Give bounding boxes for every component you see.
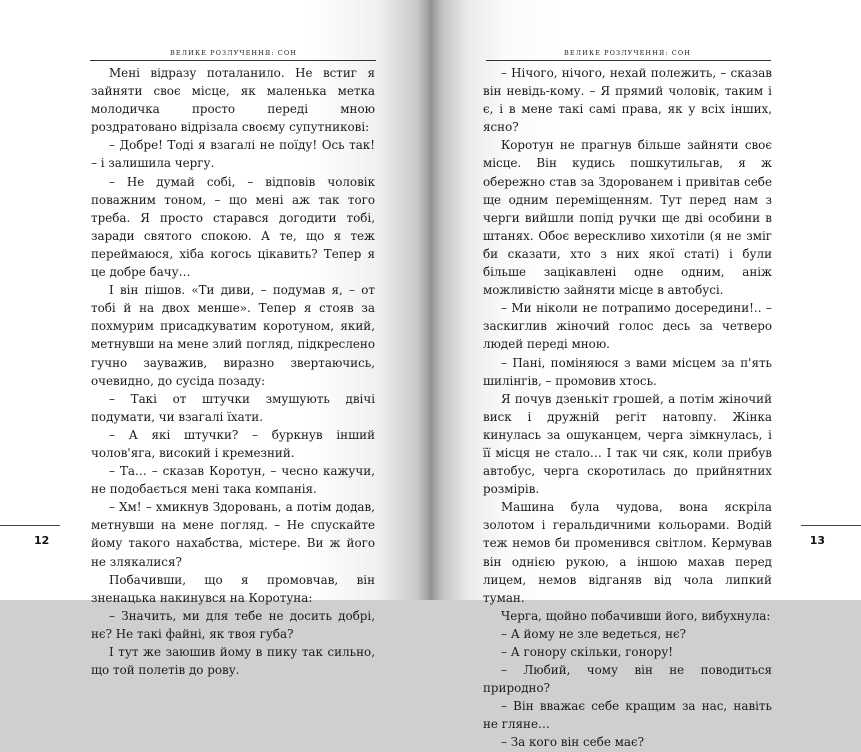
paragraph: – А гонору скільки, гонору!	[501, 645, 674, 659]
paragraph: – А які штучки? – буркнув інший чолов'яга, високий і кремезний.	[91, 427, 375, 460]
footer-rule	[801, 525, 861, 526]
paragraph: Машина була чудова, вона яскріла золотом і геральдичними кольорами. Водій теж немов би променився світлом. Кермував він однією рукою, а іншою махав перед лицем, немов відганяв від чола липкий туман.	[483, 500, 772, 605]
page-body-text	[483, 64, 772, 752]
header-rule	[90, 60, 376, 61]
paragraph: – Хм! – хмикнув Здоровань, а потім додав, метнувши на мене погляд. – Не спускайте йому такого нахабства, містере. Ви ж його не злякалися?	[91, 500, 375, 569]
paragraph: – Такі от штучки змушують двічі подумати, чи взагалі їхати.	[91, 391, 375, 424]
paragraph: – Нічого, нічого, нехай полежить, – сказав він невідь-кому. – Я прямий чоловік, таким і є, і в мене такі самі права, як у всіх інших, ясно?	[483, 66, 772, 135]
paragraph: Мені відразу поталанило. Не встиг я зайняти своє місце, як маленька метка молодичка просто переді мною роздратовано відрізала своєму супутникові:	[91, 66, 375, 135]
left-page	[0, 0, 430, 678]
paragraph: Черга, щойно побачивши його, вибухнула:	[501, 608, 771, 623]
paragraph: – Та… – сказав Коротун, – чесно кажучи, не подобається мені така компанія.	[91, 464, 375, 497]
paragraph: І він пішов. «Ти диви, – подумав я, – от тобі й на двох менше». Тепер я стояв за похмурим присадкуватим коротуном, який, метнувши на мене злий погляд, підкреслено гучно зауважив, виразно звертаючись, очевидно, до сусіда позаду:	[91, 283, 375, 388]
page-number: 12	[34, 534, 50, 547]
page-body-text	[91, 64, 375, 679]
paragraph: – За кого він себе має?	[501, 735, 645, 750]
paragraph: – Пані, поміняюся з вами місцем за п'ять шилінгів, – промовив хтось.	[483, 355, 772, 388]
paragraph: Я почув дзенькіт грошей, а потім жіночий виск і дружній регіт натовпу. Жінка кинулась за ошуканцем, черга зімкнулась, і її місця не стало… І так чи сяк, коли прибув автобус, черга скоротилась до прийнятних розмірів.	[483, 391, 772, 497]
paragraph: – Він вважає себе кращим за нас, навіть не гляне…	[483, 699, 772, 732]
right-page	[430, 0, 861, 750]
paragraph: – Ми ніколи не потрапимо досередини!.. – заскиглив жіночий голос десь за четверо людей переді мною.	[483, 301, 772, 352]
running-header: ВЕЛИКЕ РОЗЛУЧЕННЯ: СОН	[169, 49, 298, 57]
paragraph: – А йому не зле ведеться, нє?	[501, 626, 687, 641]
page-number: 13	[809, 534, 825, 547]
paragraph: – Не думай собі, – відповів чоловік поважним тоном, – що мені аж так того треба. Я просто старався догодити тобі, заради святого спокою. А те, що я теж переймаюся, хіба когось цікавить? Тепер я це добре бачу…	[91, 174, 375, 280]
paragraph: – Значить, ми для тебе не досить добрі, нє? Не такі файні, як твоя губа?	[91, 608, 375, 641]
paragraph: Коротун не прагнув більше зайняти своє місце. Він кудись пошкутильгав, я ж обережно став за Здорованем і привітав себе ще одним переміщенням. Тут перед нам з черги вийшли попід ручки ще дві особини в штанях. Обоє верескливо хихотіли (я не зміг би сказати, хто з них якої статі) і були більше зацікавлені одне одним, аніж можливістю зайняти місце в автобусі.	[483, 138, 772, 298]
paragraph: – Добре! Тоді я взагалі не поїду! Ось так! – і залишила чергу.	[91, 138, 375, 171]
header-rule	[486, 60, 771, 61]
paragraph: І тут же заюшив йому в пику так сильно, що той полетів до рову.	[91, 645, 375, 678]
paragraph: – Любий, чому він не поводиться природно?	[483, 663, 772, 696]
footer-rule	[0, 525, 60, 526]
running-header: ВЕЛИКЕ РОЗЛУЧЕННЯ: СОН	[563, 49, 692, 57]
paragraph: Побачивши, що я промовчав, він зненацька накинувся на Коротуна:	[91, 572, 375, 605]
